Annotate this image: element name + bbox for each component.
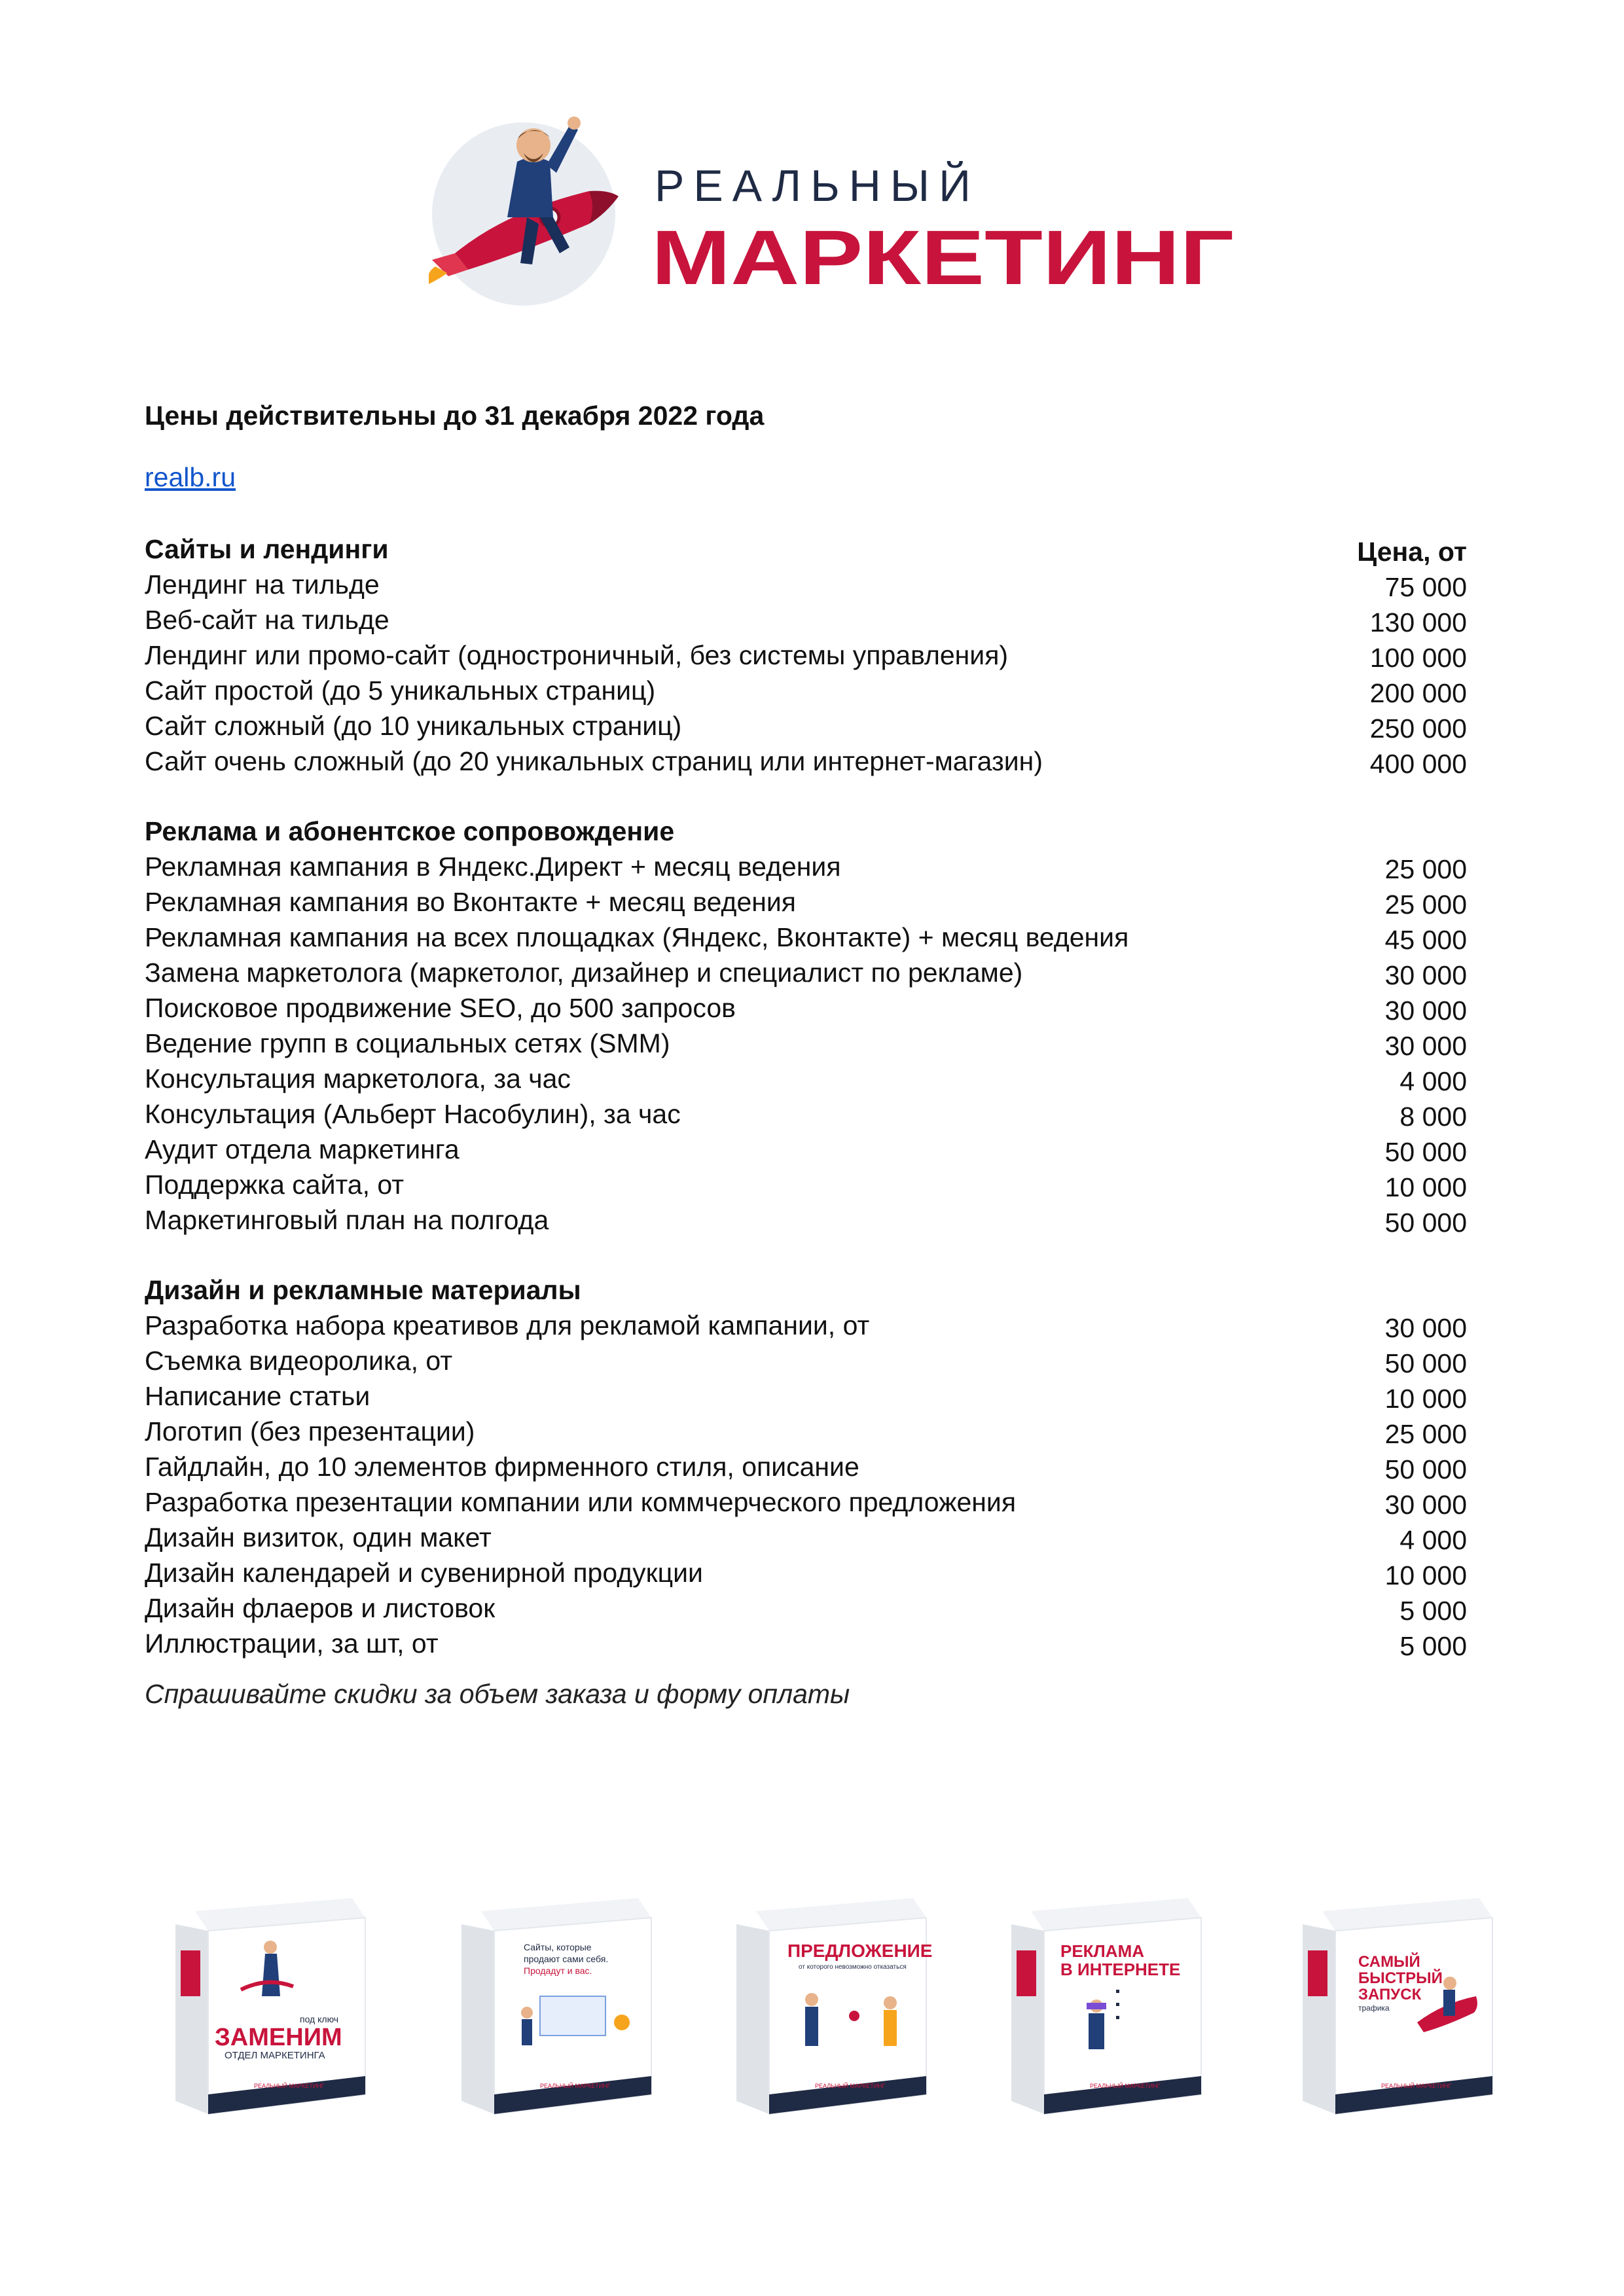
box-line: САМЫЙ xyxy=(1358,1953,1420,1971)
logo-line1: РЕАЛЬНЫЙ xyxy=(655,161,980,211)
box-line: под ключ xyxy=(300,2014,339,2024)
item-name: Веб-сайт на тильде xyxy=(145,605,389,635)
list-item xyxy=(145,1416,1467,1452)
item-name: Поисковое продвижение SEO, до 500 запросов xyxy=(145,993,736,1023)
list-item xyxy=(145,1522,1467,1558)
item-name: Консультация маркетолога, за час xyxy=(145,1064,571,1094)
list-item xyxy=(145,569,1467,605)
item-name: Рекламная кампания во Вконтакте + месяц ведения xyxy=(145,887,796,917)
box-brand: РЕАЛЬНЫЙ МАРКЕТИНГ xyxy=(254,2083,325,2089)
item-name: Сайт очень сложный (до 20 уникальных страниц или интернет-магазин) xyxy=(145,746,1043,776)
item-price: 25 000 xyxy=(1384,889,1467,920)
list-item xyxy=(145,1310,1467,1346)
item-name: Разработка набора креативов для рекламой кампании, от xyxy=(145,1310,870,1340)
item-name: Маркетинговый план на полгода xyxy=(145,1205,549,1235)
section-design xyxy=(145,1275,1467,1664)
item-price: 30 000 xyxy=(1384,960,1467,990)
item-price: 50 000 xyxy=(1384,1137,1467,1167)
box-line: БЫСТРЫЙ xyxy=(1358,1969,1443,1987)
item-price: 8 000 xyxy=(1399,1102,1467,1132)
list-item xyxy=(145,640,1467,675)
list-item xyxy=(145,675,1467,711)
list-item xyxy=(145,1346,1467,1381)
list-item xyxy=(145,1028,1467,1064)
item-price: 100 000 xyxy=(1369,643,1467,673)
item-name: Аудит отдела маркетинга xyxy=(145,1134,460,1164)
list-item xyxy=(145,1099,1467,1134)
section-header xyxy=(145,534,1467,569)
product-box xyxy=(736,1898,933,2121)
item-name: Сайт простой (до 5 уникальных страниц) xyxy=(145,675,656,706)
item-name: Иллюстрации, за шт, от xyxy=(145,1628,439,1659)
item-price: 200 000 xyxy=(1369,678,1467,708)
company-logo xyxy=(429,113,1240,315)
list-item xyxy=(145,1558,1467,1593)
item-name: Съемка видеоролика, от xyxy=(145,1346,453,1376)
box-line: Продадут и вас. xyxy=(524,1965,592,1976)
list-item xyxy=(145,711,1467,746)
list-item xyxy=(145,993,1467,1028)
item-price: 250 000 xyxy=(1369,713,1467,744)
list-item xyxy=(145,1170,1467,1205)
section-header xyxy=(145,1275,1467,1310)
list-item xyxy=(145,1205,1467,1240)
item-price: 10 000 xyxy=(1384,1560,1467,1590)
item-name: Лендинг на тильде xyxy=(145,569,380,600)
logo-line2: МАРКЕТИНГ xyxy=(651,215,1234,301)
box-line: ПРЕДЛОЖЕНИЕ xyxy=(787,1941,933,1961)
box-line: продают сами себя. xyxy=(524,1954,609,1964)
list-item xyxy=(145,1381,1467,1416)
item-name: Замена маркетолога (маркетолог, дизайнер и специалист по рекламе) xyxy=(145,958,1023,988)
item-name: Лендинг или промо-сайт (одностроничный, без системы управления) xyxy=(145,640,1009,670)
item-price: 4 000 xyxy=(1399,1525,1467,1555)
website-link[interactable]: realb.ru xyxy=(145,462,236,492)
list-item xyxy=(145,958,1467,993)
box-brand: РЕАЛЬНЫЙ МАРКЕТИНГ xyxy=(1381,2083,1452,2089)
item-name: Рекламная кампания в Яндекс.Директ + месяц ведения xyxy=(145,852,841,882)
section-title: Сайты и лендинги xyxy=(145,534,389,564)
box-brand: РЕАЛЬНЫЙ МАРКЕТИНГ xyxy=(815,2083,886,2089)
list-item xyxy=(145,746,1467,781)
item-price: 4 000 xyxy=(1399,1066,1467,1096)
item-name: Гайдлайн, до 10 элементов фирменного стиля, описание xyxy=(145,1452,859,1482)
item-name: Дизайн флаеров и листовок xyxy=(145,1593,496,1623)
list-item xyxy=(145,1452,1467,1487)
item-price: 5 000 xyxy=(1399,1596,1467,1626)
item-name: Дизайн визиток, один макет xyxy=(145,1522,492,1552)
item-name: Разработка презентации компании или коммчерческого предложения xyxy=(145,1487,1017,1517)
item-price: 5 000 xyxy=(1399,1631,1467,1661)
price-column-header: Цена, от xyxy=(1357,537,1467,567)
list-item xyxy=(145,887,1467,922)
box-line: ОТДЕЛ МАРКЕТИНГА xyxy=(225,2050,325,2061)
box-line: трафика xyxy=(1358,2003,1390,2013)
item-price: 25 000 xyxy=(1384,854,1467,884)
item-name: Рекламная кампания на всех площадках (Яндекс, Вконтакте) + месяц ведения xyxy=(145,922,1129,952)
box-line: от которого невозможно отказаться xyxy=(799,1964,907,1971)
item-price: 10 000 xyxy=(1384,1384,1467,1414)
item-price: 130 000 xyxy=(1369,607,1467,637)
list-item xyxy=(145,1064,1467,1099)
item-name: Сайт сложный (до 10 уникальных страниц) xyxy=(145,711,682,741)
item-price: 75 000 xyxy=(1384,572,1467,602)
box-line: ЗАМЕНИМ xyxy=(215,2024,342,2051)
list-item xyxy=(145,922,1467,958)
item-price: 400 000 xyxy=(1369,749,1467,779)
item-name: Логотип (без презентации) xyxy=(145,1416,475,1446)
product-box xyxy=(1011,1898,1208,2121)
item-name: Поддержка сайта, от xyxy=(145,1170,405,1200)
box-brand: РЕАЛЬНЫЙ МАРКЕТИНГ xyxy=(540,2083,611,2089)
product-boxes xyxy=(0,1898,1624,2147)
item-name: Дизайн календарей и сувенирной продукции xyxy=(145,1558,703,1588)
discount-note: Спрашивайте скидки за объем заказа и форму оплаты xyxy=(145,1679,850,1709)
validity-note: Цены действительны до 31 декабря 2022 года xyxy=(145,401,765,431)
product-box xyxy=(175,1898,372,2121)
product-box xyxy=(461,1898,658,2121)
item-price: 30 000 xyxy=(1384,996,1467,1026)
list-item xyxy=(145,1628,1467,1664)
item-price: 25 000 xyxy=(1384,1419,1467,1449)
section-header xyxy=(145,816,1467,852)
item-name: Написание статьи xyxy=(145,1381,370,1411)
item-price: 10 000 xyxy=(1384,1172,1467,1202)
item-price: 30 000 xyxy=(1384,1490,1467,1520)
list-item xyxy=(145,852,1467,887)
item-price: 30 000 xyxy=(1384,1313,1467,1343)
product-box xyxy=(1303,1898,1499,2121)
section-advertising xyxy=(145,816,1467,1240)
section-title: Дизайн и рекламные материалы xyxy=(145,1275,581,1305)
box-brand: РЕАЛЬНЫЙ МАРКЕТИНГ xyxy=(1090,2083,1161,2089)
list-item xyxy=(145,1134,1467,1170)
box-line: Сайты, которые xyxy=(524,1942,592,1952)
item-price: 50 000 xyxy=(1384,1208,1467,1238)
section-websites xyxy=(145,534,1467,781)
section-title: Реклама и абонентское сопровождение xyxy=(145,816,675,846)
box-line: РЕКЛАМА xyxy=(1060,1941,1145,1961)
item-price: 50 000 xyxy=(1384,1454,1467,1484)
item-price: 45 000 xyxy=(1384,925,1467,955)
box-line: ЗАПУСК xyxy=(1358,1986,1422,2003)
item-name: Консультация (Альберт Насобулин), за час xyxy=(145,1099,681,1129)
item-price: 30 000 xyxy=(1384,1031,1467,1061)
item-name: Ведение групп в социальных сетях (SMM) xyxy=(145,1028,670,1058)
list-item xyxy=(145,1593,1467,1628)
list-item xyxy=(145,605,1467,640)
list-item xyxy=(145,1487,1467,1522)
price-list xyxy=(145,534,1467,1698)
box-line: В ИНТЕРНЕТЕ xyxy=(1060,1960,1181,1979)
item-price: 50 000 xyxy=(1384,1348,1467,1378)
